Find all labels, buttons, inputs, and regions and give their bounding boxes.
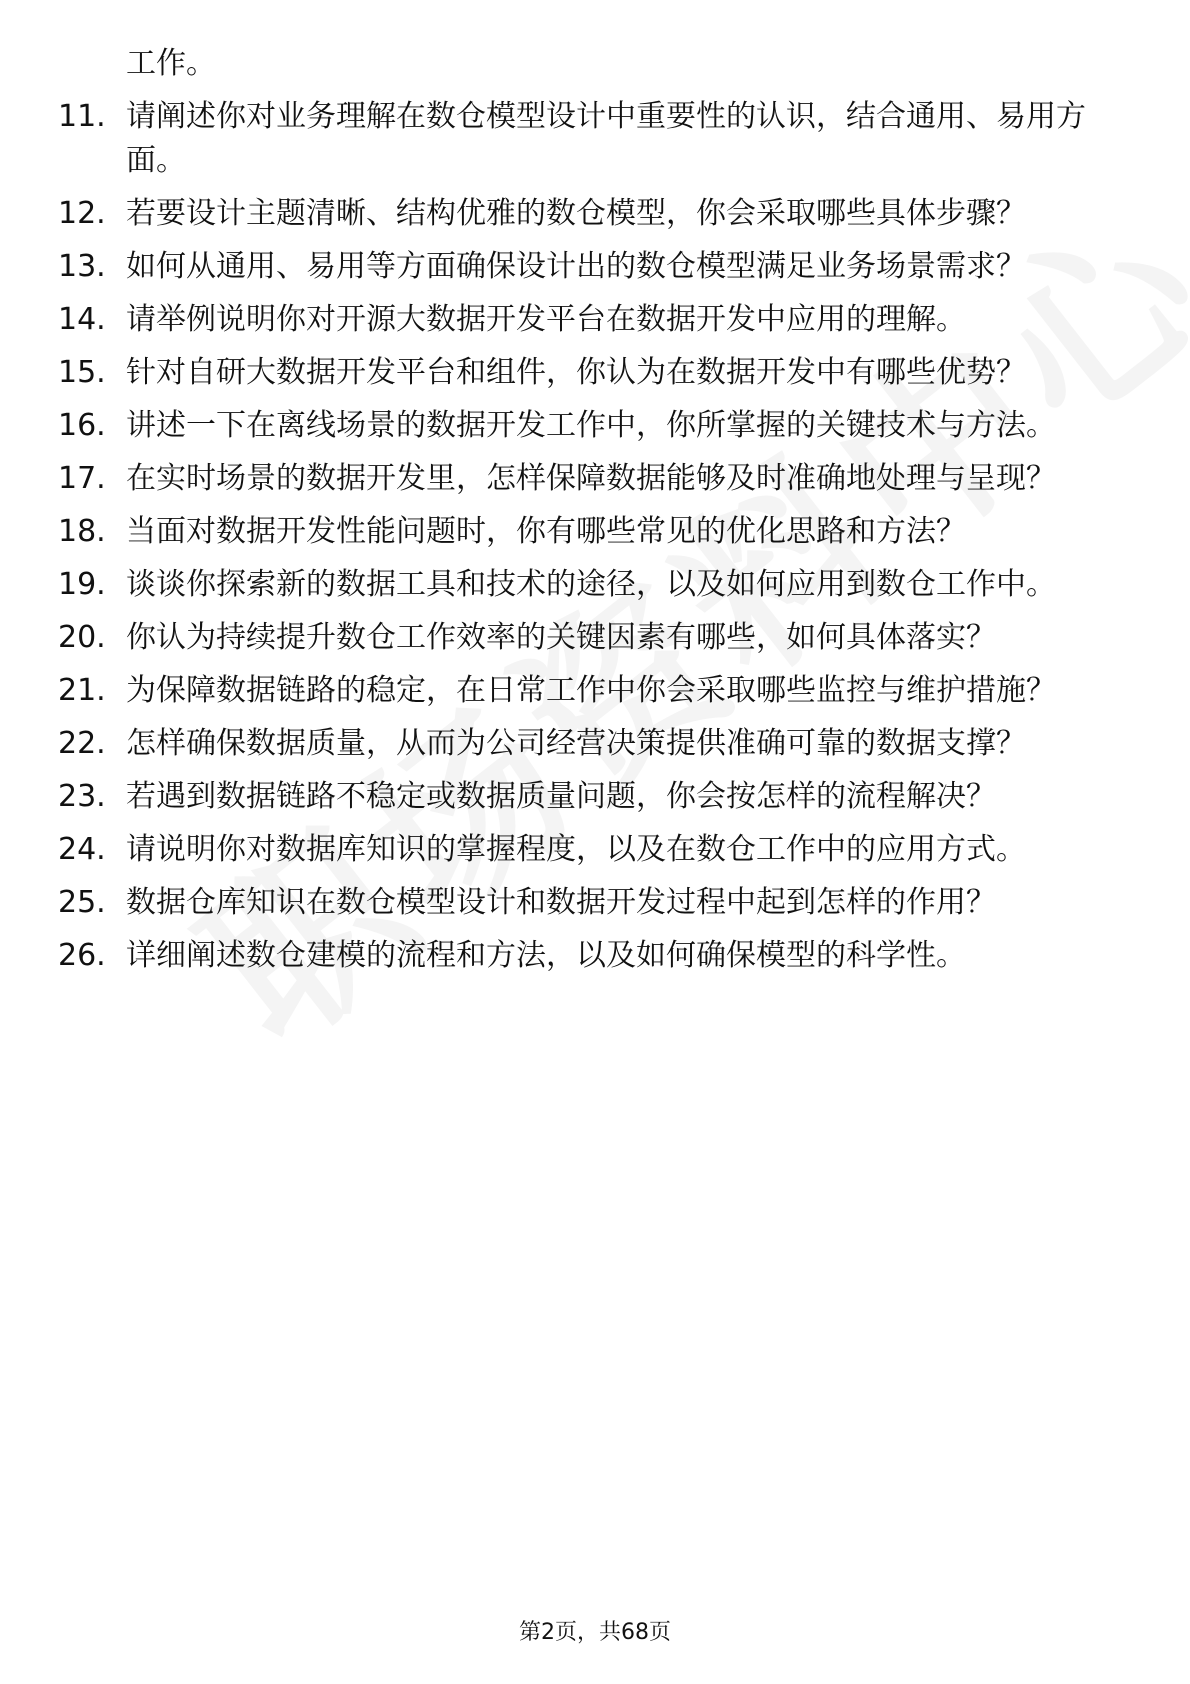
question-number: 18.	[58, 514, 106, 549]
question-text: 请举例说明你对开源大数据开发平台在数据开发中应用的理解。	[126, 302, 966, 337]
question-text: 当面对数据开发性能问题时，你有哪些常见的优化思路和方法？	[126, 514, 966, 549]
question-text: 你认为持续提升数仓工作效率的关键因素有哪些，如何具体落实？	[126, 620, 996, 655]
question-text: 在实时场景的数据开发里，怎样保障数据能够及时准确地处理与呈现？	[126, 461, 1056, 496]
question-item	[58, 669, 1118, 713]
question-number: 11.	[58, 99, 106, 134]
question-text: 怎样确保数据质量，从而为公司经营决策提供准确可靠的数据支撑？	[126, 726, 1026, 761]
question-text: 详细阐述数仓建模的流程和方法，以及如何确保模型的科学性。	[126, 938, 966, 973]
question-list	[58, 95, 1118, 978]
question-number: 24.	[58, 832, 106, 867]
question-text: 请说明你对数据库知识的掌握程度，以及在数仓工作中的应用方式。	[126, 832, 1026, 867]
question-number: 12.	[58, 196, 106, 231]
question-number: 15.	[58, 355, 106, 390]
question-item	[58, 510, 1118, 554]
question-text: 请阐述你对业务理解在数仓模型设计中重要性的认识，结合通用、易用方面。	[126, 99, 1086, 178]
question-item	[58, 722, 1118, 766]
question-number: 19.	[58, 567, 106, 602]
question-number: 25.	[58, 885, 106, 920]
question-item	[58, 828, 1118, 872]
question-item	[58, 775, 1118, 819]
question-item	[58, 351, 1118, 395]
question-item	[58, 563, 1118, 607]
question-text: 讲述一下在离线场景的数据开发工作中，你所掌握的关键技术与方法。	[126, 408, 1056, 443]
question-text: 如何从通用、易用等方面确保设计出的数仓模型满足业务场景需求？	[126, 249, 1026, 284]
question-item	[58, 245, 1118, 289]
page-number: 第2页，共68页	[519, 1620, 671, 1645]
question-number: 23.	[58, 779, 106, 814]
question-text: 谈谈你探索新的数据工具和技术的途径，以及如何应用到数仓工作中。	[126, 567, 1056, 602]
question-item	[58, 616, 1118, 660]
question-number: 26.	[58, 938, 106, 973]
question-text: 数据仓库知识在数仓模型设计和数据开发过程中起到怎样的作用？	[126, 885, 996, 920]
question-number: 16.	[58, 408, 106, 443]
question-item	[58, 95, 1118, 183]
question-text: 若遇到数据链路不稳定或数据质量问题，你会按怎样的流程解决？	[126, 779, 996, 814]
question-item	[58, 298, 1118, 342]
question-item	[58, 881, 1118, 925]
question-number: 17.	[58, 461, 106, 496]
question-item	[58, 404, 1118, 448]
question-number: 20.	[58, 620, 106, 655]
question-item	[58, 192, 1118, 236]
continued-text: 工作。	[126, 46, 216, 81]
question-content	[58, 42, 1118, 987]
question-number: 22.	[58, 726, 106, 761]
question-text: 若要设计主题清晰、结构优雅的数仓模型，你会采取哪些具体步骤？	[126, 196, 1026, 231]
question-number: 14.	[58, 302, 106, 337]
question-item	[58, 457, 1118, 501]
question-number: 21.	[58, 673, 106, 708]
question-text: 针对自研大数据开发平台和组件，你认为在数据开发中有哪些优势？	[126, 355, 1026, 390]
question-text: 为保障数据链路的稳定，在日常工作中你会采取哪些监控与维护措施？	[126, 673, 1056, 708]
question-number: 13.	[58, 249, 106, 284]
question-item	[58, 934, 1118, 978]
